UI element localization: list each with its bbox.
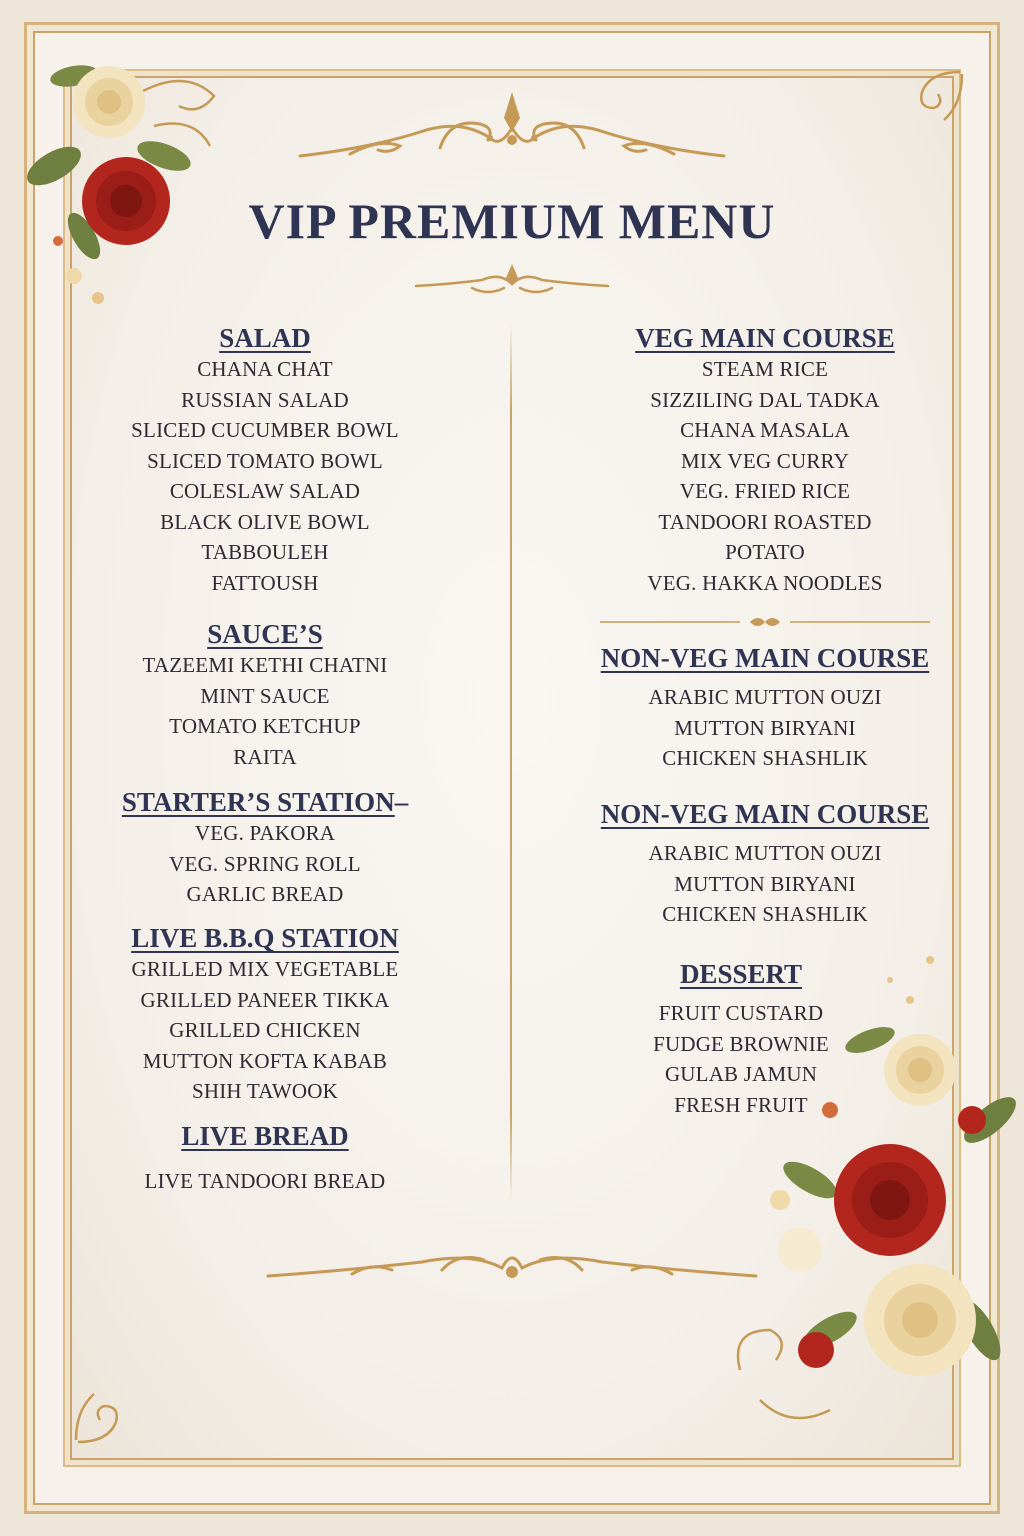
menu-item: COLESLAW SALAD	[169, 479, 361, 503]
menu-item: GARLIC BREAD	[186, 882, 344, 906]
menu-item: CHICKEN SHASHLIK	[662, 746, 868, 770]
heading-dash: –	[394, 787, 409, 817]
section-heading: DESSERT	[679, 959, 803, 989]
menu-item: CHANA MASALA	[680, 418, 850, 442]
menu-item: SIZZILING DAL TADKA	[650, 387, 880, 412]
section-heading: SALAD	[219, 323, 311, 353]
menu-item: FATTOUSH	[211, 570, 319, 595]
section-salad	[100, 322, 430, 598]
menu-item: GRILLED CHICKEN	[169, 1018, 361, 1042]
menu-item: VEG. FRIED RICE	[679, 479, 851, 503]
section-heading: VEG MAIN COURSE	[635, 323, 895, 353]
menu-item: CHANA CHAT	[197, 357, 333, 381]
menu-item: STEAM RICE	[701, 357, 829, 381]
section-starters	[100, 786, 430, 910]
rose-bouquet-top-left-icon	[14, 36, 234, 336]
rose-bouquet-bottom-right-icon	[720, 930, 1024, 1450]
menu-item: LIVE TANDOORI BREAD	[144, 1169, 386, 1193]
section-heading: STARTER’S STATION	[121, 787, 395, 817]
section-heading: LIVE B.B.Q STATION	[131, 923, 399, 953]
menu-item: CHICKEN SHASHLIK	[662, 902, 868, 926]
menu-item: TAZEEMI KETHI CHATNI	[142, 653, 388, 677]
menu-title: VIP PREMIUM MENU	[248, 193, 776, 249]
menu-item: MUTTON KOFTA KABAB	[142, 1048, 388, 1073]
menu-item: GRILLED MIX VEGETABLE	[131, 957, 399, 981]
menu-item: VEG. SPRING ROLL	[169, 851, 361, 876]
menu-item: FUDGE BROWNIE	[653, 1031, 829, 1056]
menu-item: TOMATO KETCHUP	[169, 714, 361, 738]
section-heading: SAUCE’S	[207, 619, 323, 649]
gold-flourish-top-icon	[290, 88, 734, 170]
menu-item: RUSSIAN SALAD	[181, 387, 349, 412]
section-live-bbq	[100, 922, 430, 1107]
menu-item: ARABIC MUTTON OUZI	[648, 841, 882, 865]
section-heading: NON-VEG MAIN COURSE	[600, 799, 930, 829]
section-sauces	[100, 618, 430, 772]
menu-item: FRUIT CUSTARD	[658, 1001, 824, 1025]
column-divider	[510, 322, 512, 1202]
section-non-veg-main-2	[580, 798, 950, 930]
menu-item: MUTTON BIRYANI	[674, 715, 856, 740]
menu-item: TANDOORI ROASTED	[658, 509, 872, 534]
menu-item: SHIH TAWOOK	[191, 1079, 339, 1103]
menu-item: GRILLED PANEER TIKKA	[140, 987, 390, 1012]
section-veg-main	[580, 322, 950, 598]
gold-corner-flourish-icon	[900, 64, 970, 134]
menu-item: TABBOULEH	[201, 540, 329, 564]
menu-item: GULAB JAMUN	[664, 1062, 818, 1086]
menu-item: SLICED TOMATO BOWL	[147, 448, 383, 473]
menu-item: MIX VEG CURRY	[681, 448, 849, 473]
menu-item: VEG. PAKORA	[194, 821, 336, 845]
menu-item: ARABIC MUTTON OUZI	[648, 685, 882, 709]
section-non-veg-main-1	[580, 642, 950, 774]
gold-flourish-divider-icon	[412, 262, 612, 302]
section-heading: LIVE BREAD	[181, 1121, 349, 1151]
menu-item: FRESH FRUIT	[674, 1092, 808, 1117]
gold-corner-flourish-icon	[70, 1380, 140, 1450]
gold-flourish-bottom-icon	[262, 1240, 762, 1290]
menu-item: MUTTON BIRYANI	[674, 871, 856, 896]
menu-item: VEG. HAKKA NOODLES	[647, 570, 883, 595]
section-heading: NON-VEG MAIN COURSE	[600, 643, 930, 673]
menu-item: SLICED CUCUMBER BOWL	[131, 418, 399, 442]
menu-item: POTATO	[725, 540, 805, 564]
menu-item: MINT SAUCE	[200, 683, 330, 708]
menu-item: RAITA	[233, 744, 297, 769]
section-live-bread	[100, 1120, 430, 1197]
menu-item: BLACK OLIVE BOWL	[160, 509, 370, 534]
gold-flourish-small-icon	[600, 612, 930, 632]
